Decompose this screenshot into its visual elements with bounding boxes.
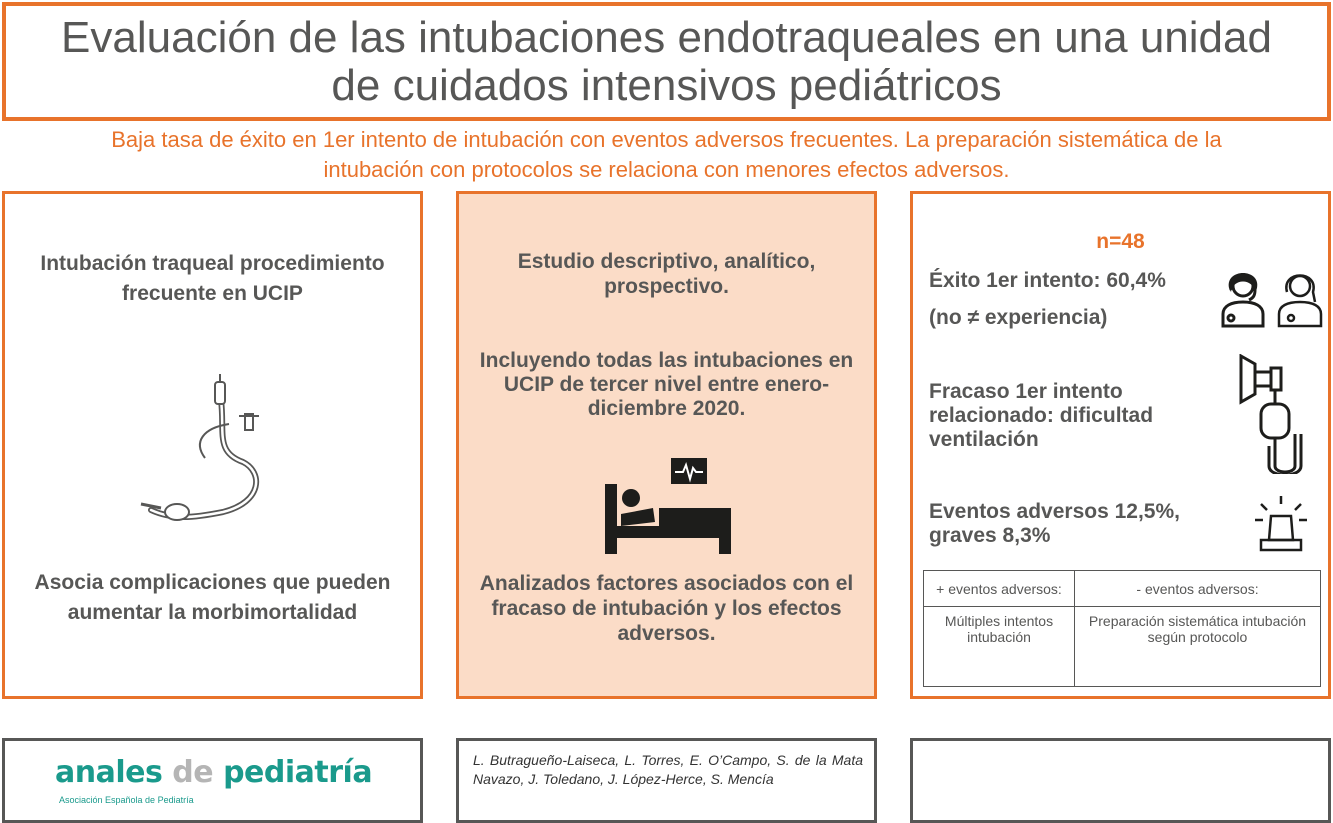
doctors-icon [1219, 262, 1329, 328]
experience-note-text: (no ≠ experiencia) [929, 306, 1108, 329]
hospital-bed-icon [599, 456, 739, 556]
endotracheal-tube-icon [133, 372, 293, 532]
results-panel [910, 191, 1331, 699]
empty-footer-box [910, 738, 1331, 823]
logo-box [2, 738, 423, 823]
table-row [924, 607, 1321, 687]
adverse-events-table [923, 570, 1321, 687]
alarm-light-icon [1253, 494, 1309, 554]
background-panel [2, 191, 423, 699]
logo-word-3: pediatría [223, 755, 373, 790]
table-header-row [924, 571, 1321, 607]
table-header-minus: - eventos adversos: [1074, 571, 1320, 607]
title-box [2, 2, 1331, 121]
bag-valve-mask-icon [1235, 354, 1315, 474]
subtitle-line-1: Baja tasa de éxito en 1er intento de intubación con eventos adversos frecuentes. La preparación sistemática de la [111, 127, 1222, 152]
journal-logo [55, 755, 372, 790]
failure-text: Fracaso 1er intento relacionado: dificultad ventilación [929, 380, 1154, 451]
adverse-events-text: Eventos adversos 12,5%, graves 8,3% [929, 500, 1180, 547]
success-rate-text: Éxito 1er intento: 60,4% [929, 269, 1166, 292]
page-title-line-2: de cuidados intensivos pediátricos [331, 60, 1002, 110]
background-text: Intubación traqueal procedimiento frecuente en UCIP [40, 252, 385, 305]
subtitle-line-2: intubación con protocolos se relaciona con menores efectos adversos. [323, 157, 1010, 182]
subtitle [0, 125, 1333, 185]
page-title-line-1: Evaluación de las intubaciones endotraqueales en una unidad [61, 12, 1272, 62]
authors-box [456, 738, 877, 823]
study-type-text: Estudio descriptivo, analítico, prospectivo. [517, 250, 816, 298]
authors-text: L. Butragueño-Laiseca, L. Torres, E. O’Campo, S. de la Mata Navazo, J. Toledano, J. López-Herce, S. Mencía [473, 752, 863, 787]
methods-panel [456, 191, 877, 699]
logo-word-1: anales [55, 755, 163, 790]
logo-subtitle: Asociación Española de Pediatría [59, 795, 194, 805]
logo-word-2: de [172, 755, 214, 790]
table-cell-plus: Múltiples intentos intubación [924, 607, 1075, 687]
table-cell-minus: Preparación sistemática intubación según protocolo [1074, 607, 1320, 687]
table-header-plus: + eventos adversos: [924, 571, 1075, 607]
inclusion-text: Incluyendo todas las intubaciones en UCIP de tercer nivel entre enero-diciembre 2020. [479, 349, 854, 420]
analysis-text: Analizados factores asociados con el fracaso de intubación y los efectos adversos. [479, 572, 854, 645]
complications-text: Asocia complicaciones que pueden aumentar la morbimortalidad [34, 571, 391, 624]
sample-size-label: n=48 [1096, 230, 1145, 253]
